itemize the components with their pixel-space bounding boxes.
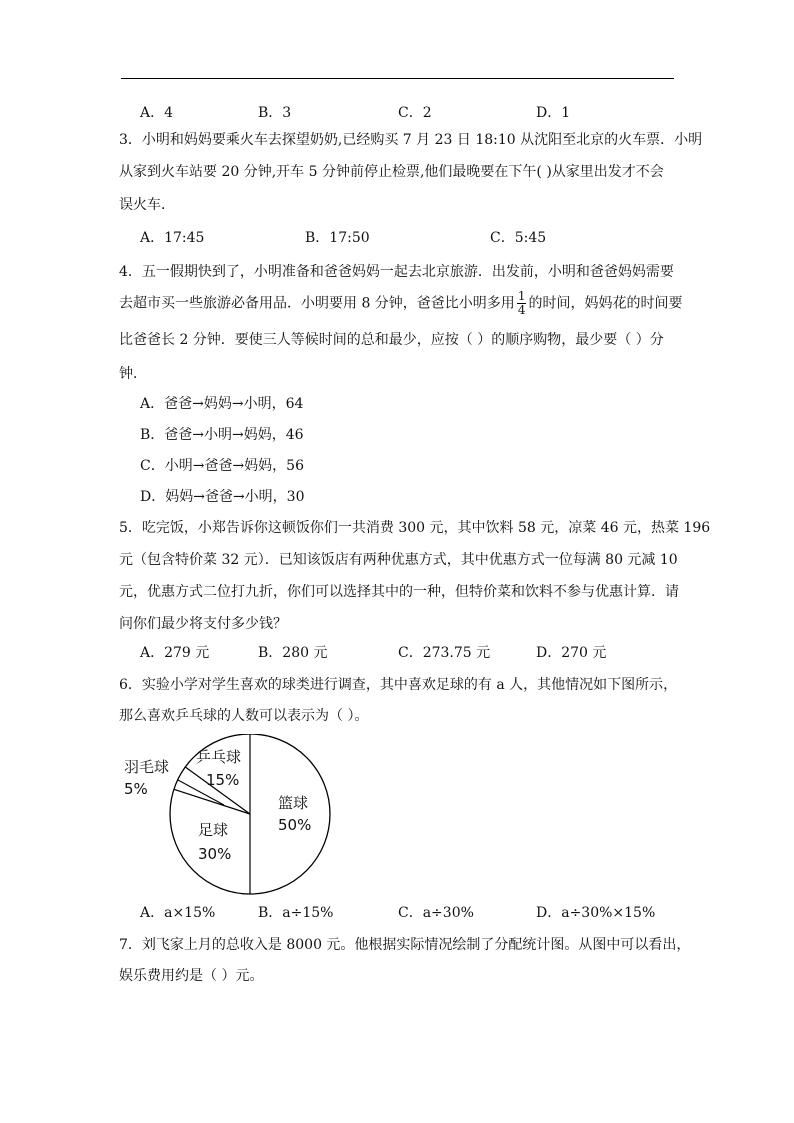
q7-line-2: 娱乐费用约是（ ）元。 <box>119 968 264 984</box>
q3-option-b: B．17:50 <box>305 230 370 246</box>
q3-option-a: A．17:45 <box>140 230 205 246</box>
q6-option-c: C．a÷30% <box>398 905 474 921</box>
pie-percent-2: 5% <box>124 780 148 798</box>
q5-line-4: 问你们最少将支付多少钱？ <box>119 616 287 632</box>
q4-line-2-post: 的时间，妈妈花的时间要 <box>528 295 683 312</box>
q5-option-a: A．279 元 <box>140 645 210 661</box>
pie-label-0: 篮球 <box>278 794 309 812</box>
q4-option-c: C．小明→爸爸→妈妈，56 <box>140 458 304 474</box>
q4-line-1: 4．五一假期快到了，小明准备和爸爸妈妈一起去北京旅游．出发前，小明和爸爸妈妈需要 <box>119 264 674 280</box>
fraction-one-quarter <box>517 290 527 317</box>
q5-option-d: D．270 元 <box>536 645 607 661</box>
q4-line-3: 比爸爸长 2 分钟．要使三人等候时间的总和最少，应按（ ）的顺序购物，最少要（ ）分 <box>119 332 664 348</box>
q2-option-c: C．2 <box>398 105 432 121</box>
q5-option-c: C．273.75 元 <box>398 645 491 661</box>
pie-label-1: 足球 <box>198 821 229 839</box>
q7-line-1: 7．刘飞家上月的总收入是 8000 元。他根据实际情况绘制了分配统计图。从图中可以看出， <box>119 937 691 953</box>
q3-option-c: C．5:45 <box>490 230 547 246</box>
q3-line-3: 误火车． <box>119 197 175 213</box>
pie-percent-0: 50% <box>278 816 312 834</box>
fraction-denominator: 4 <box>517 303 526 317</box>
q4-option-d: D．妈妈→爸爸→小明，30 <box>140 489 305 505</box>
q6-option-a: A．a×15% <box>140 905 216 921</box>
q5-line-3: 元，优惠方式二位打九折，你们可以选择其中的一种，但特价菜和饮料不参与优惠计算．请 <box>119 584 679 600</box>
q5-option-b: B．280 元 <box>258 645 328 661</box>
q2-option-b: B．3 <box>258 105 292 121</box>
q6-option-d: D．a÷30%×15% <box>536 905 656 921</box>
q5-line-1: 5．吃完饭，小郑告诉你这顿饭你们一共消费 300 元，其中饮料 58 元，凉菜 46 元，热菜 196 <box>119 520 711 536</box>
q6-line-2: 那么喜欢乒乓球的人数可以表示为（ ）。 <box>119 708 369 724</box>
q4-line-2-pre: 去超市买一些旅游必备用品．小明要用 8 分钟，爸爸比小明多用 <box>119 295 515 312</box>
pie-percent-3: 15% <box>206 771 240 789</box>
q4-line-2 <box>119 290 682 317</box>
q4-option-b: B．爸爸→小明→妈妈，46 <box>140 427 304 443</box>
q4-option-a: A．爸爸→妈妈→小明，64 <box>140 396 304 412</box>
pie-percent-1: 30% <box>198 845 232 863</box>
pie-slice-boundary <box>174 789 250 814</box>
pie-label-3: 乒乓球 <box>196 748 242 766</box>
q2-option-d: D．1 <box>536 105 571 121</box>
fraction-numerator: 1 <box>517 289 526 303</box>
pie-chart <box>120 734 400 896</box>
q5-line-2: 元（包含特价菜 32 元）．已知该饭店有两种优惠方式，其中优惠方式一位每满 80 元减 10 <box>119 552 678 568</box>
q3-line-1: 3．小明和妈妈要乘火车去探望奶奶,已经购买 7 月 23 日 18:10 从沈阳至北京的火车票．小明 <box>119 132 703 148</box>
q2-option-a: A．4 <box>140 105 174 121</box>
header-rule <box>121 78 674 79</box>
pie-label-2: 羽毛球 <box>124 758 170 776</box>
q3-line-2: 从家到火车站要 20 分钟,开车 5 分钟前停止检票,他们最晚要在下午( )从家里出发才不会 <box>119 164 664 180</box>
q6-option-b: B．a÷15% <box>258 905 334 921</box>
q6-line-1: 6．实验小学对学生喜欢的球类进行调查，其中喜欢足球的有 a 人，其他情况如下图所示， <box>119 677 678 693</box>
q4-line-4: 钟． <box>119 366 147 382</box>
